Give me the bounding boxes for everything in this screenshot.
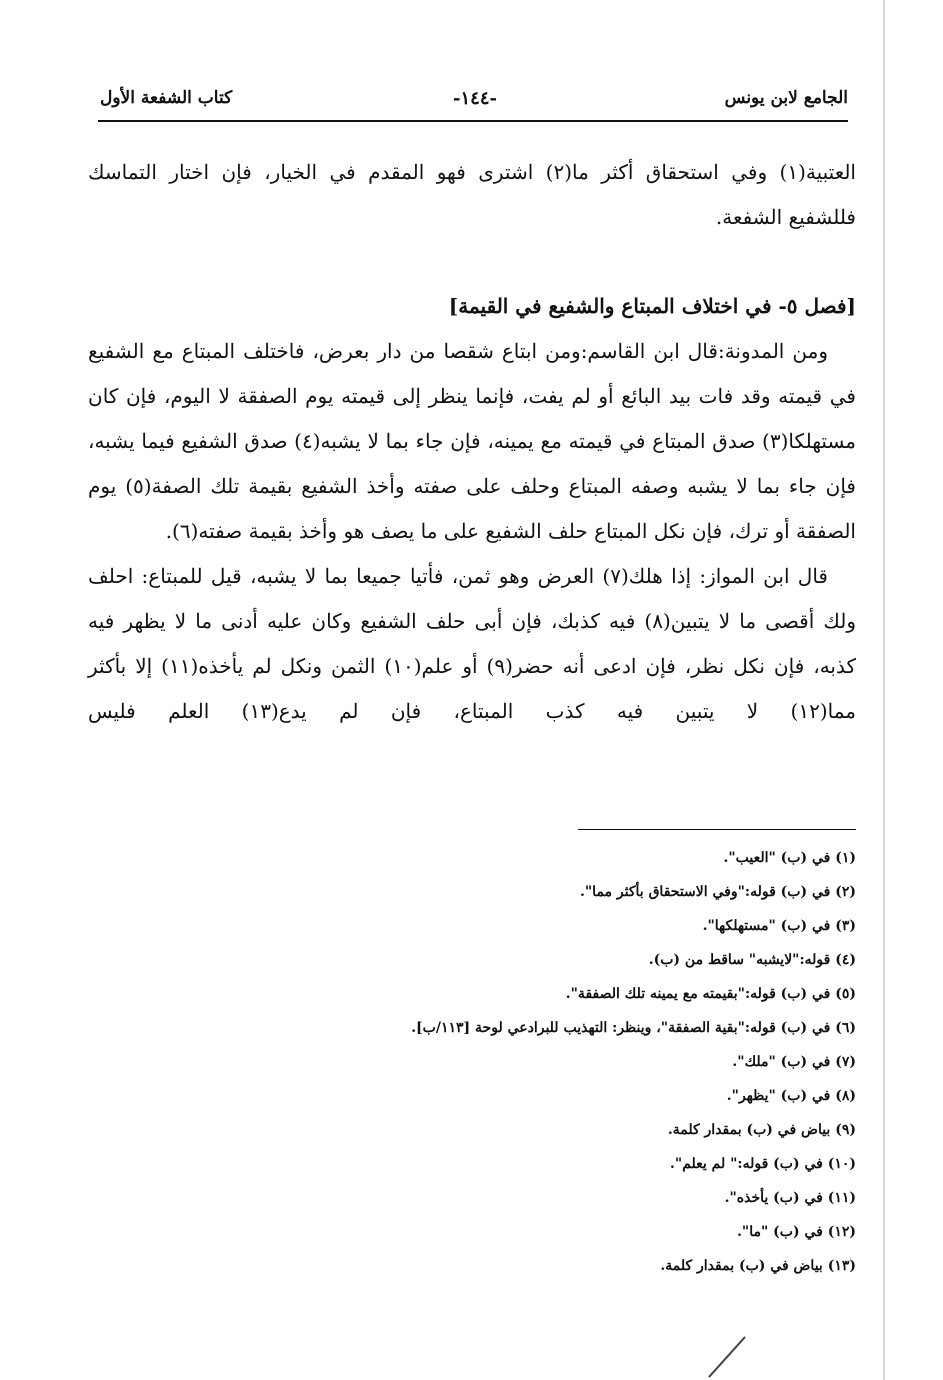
footnote: (١٣) بياض في (ب) بمقدار كلمة. — [660, 1258, 856, 1274]
footnote: (١٢) في (ب) "ما". — [737, 1224, 856, 1240]
footnote: (٣) في (ب) "مستهلكها". — [702, 918, 856, 934]
footnote-separator — [578, 829, 856, 830]
paragraph-2: ومن المدونة:قال ابن القاسم:ومن ابتاع شقصا من دار بعرض، فاختلف المبتاع مع الشفيع في قيمته وقد فات بيد البائع أو لم يفت، فإنما ينظر إلى قيمته يوم الصفقة لا اليوم، فإن كان مستهلكا(٣) صدق المبتاع في قيمته مع يمينه، فإن جاء بما لا يشبه(٤) صدق الشفيع فيما يشبه، فإن جاء بما لا يشبه وصفه المبتاع وحلف على صفته وأخذ الشفيع بقيمة تلك الصفة(٥) يوم الصفقة أو ترك، فإن نكل المبتاع حلف الشفيع على ما يصف هو وأخذ بقيمة صفته(٦). — [88, 339, 856, 543]
footnote: (٨) في (ب) "يظهر". — [726, 1088, 856, 1104]
page-number: -١٤٤- — [453, 88, 497, 109]
footnote: (١) في (ب) "العيب". — [723, 850, 856, 866]
scan-stray-mark — [708, 1336, 746, 1377]
footnote: (١١) في (ب) يأخذه". — [724, 1190, 856, 1206]
paragraph-gap — [88, 240, 856, 284]
footnote: (٩) بياض في (ب) بمقدار كلمة. — [667, 1122, 856, 1138]
footnotes-list — [300, 841, 856, 1283]
footnote: (٦) في (ب) قوله:"بقية الصفقة"، وينظر: التهذيب للبرادعي لوحة [١١٣/ب]. — [411, 1020, 856, 1036]
footnote: (١٠) في (ب) قوله:" لم يعلم". — [670, 1156, 856, 1172]
header-rule — [98, 120, 848, 122]
chapter-title: كتاب الشفعة الأول — [100, 88, 233, 108]
paragraph-3: قال ابن المواز: إذا هلك(٧) العرض وهو ثمن، فأتيا جميعا بما لا يشبه، قيل للمبتاع: احلف ولك أقصى ما لا يتبين(٨) فيه كذبك، فإن أبى حلف الشفيع وكان عليه أدنى ما لا يظهر فيه كذبه، فإن نكل نظر، فإن ادعى أنه حضر(٩) أو علم(١٠) الثمن ونكل لم يأخذه(١١) إلا بأكثر مما(١٢) لا يتبين فيه كذب المبتاع، فإن لم يدع(١٣) العلم فليس — [88, 564, 857, 723]
footnote: (٤) قوله:"لايشبه" ساقط من (ب). — [648, 952, 856, 968]
paragraph-1-line-1: العتبية(١) وفي استحقاق أكثر ما(٢) اشترى فهو المقدم في الخيار، فإن اختار التماسك — [88, 160, 856, 184]
paragraph-1-line-2: فللشفيع الشفعة. — [715, 205, 856, 229]
footnote: (٧) في (ب) "ملك". — [732, 1054, 856, 1070]
page-header — [100, 88, 848, 116]
section-title: [فصل ٥- في اختلاف المبتاع والشفيع في القيمة] — [448, 294, 856, 318]
footnote: (٥) في (ب) قوله:"بقيمته مع يمينه تلك الصفقة". — [565, 986, 856, 1002]
book-title: الجامع لابن يونس — [724, 88, 848, 108]
footnote: (٢) في (ب) قوله:"وفي الاستحقاق بأكثر مما". — [580, 884, 856, 900]
page-edge-shadow — [883, 0, 885, 1380]
main-text — [88, 150, 856, 734]
